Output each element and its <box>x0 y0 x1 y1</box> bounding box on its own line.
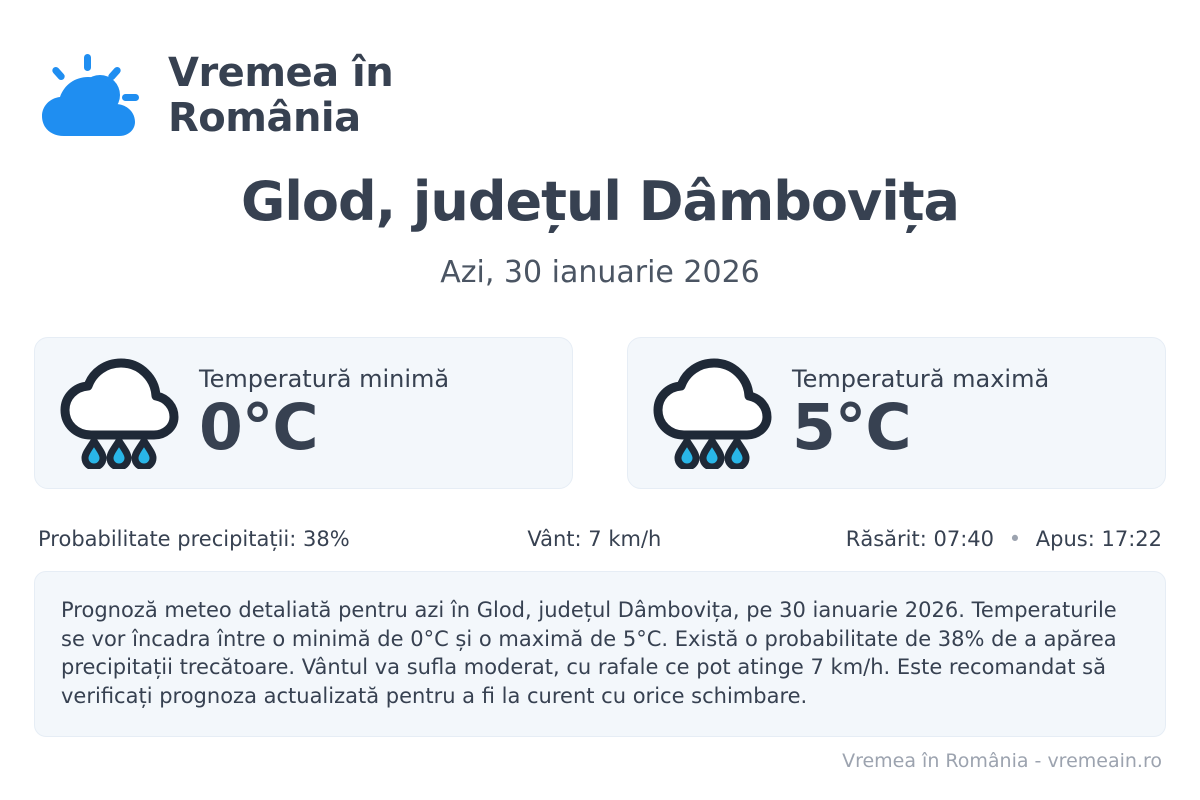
max-temperature-value: 5°C <box>792 390 911 464</box>
max-temperature-card <box>627 337 1166 489</box>
brand-title: Vremea în România <box>168 50 394 141</box>
precipitation-probability: Probabilitate precipitații: 38% <box>38 527 350 551</box>
site-footer: Vremea în România - vremeain.ro <box>842 750 1162 772</box>
forecast-description: Prognoză meteo detaliată pentru azi în Glod, județul Dâmbovița, pe 30 ianuarie 2026. Temperaturile se vor încadra între o minimă de 0°C și o maximă de 5°C. Există o probabilitate de 38% de a apărea precipitații trecătoare. Vântul va sufla moderat, cu rafale ce pot atinge 7 km/h. Este recomandat să verificați prognoza actualizată pentru a fi la curent cu orice schimbare. <box>34 571 1166 737</box>
brand-header <box>0 0 1200 142</box>
weather-stats <box>0 527 1200 551</box>
sun-times <box>780 527 1162 551</box>
sun-cloud-icon <box>38 50 146 142</box>
sunset-time: Apus: 17:22 <box>1035 527 1162 551</box>
min-temperature-card <box>34 337 573 489</box>
rain-cloud-icon <box>650 357 774 469</box>
min-temperature-value: 0°C <box>199 390 318 464</box>
max-temperature-label: Temperatură maximă <box>792 364 1050 393</box>
page-title: Glod, județul Dâmbovița <box>241 170 959 233</box>
rain-cloud-icon <box>57 357 181 469</box>
forecast-date: Azi, 30 ianuarie 2026 <box>440 255 760 290</box>
sunrise-time: Răsărit: 07:40 <box>845 527 995 551</box>
min-temperature-label: Temperatură minimă <box>199 364 450 393</box>
separator-dot: • <box>1008 527 1022 551</box>
temperature-cards <box>0 337 1200 489</box>
wind-speed: Vânt: 7 km/h <box>527 527 662 551</box>
